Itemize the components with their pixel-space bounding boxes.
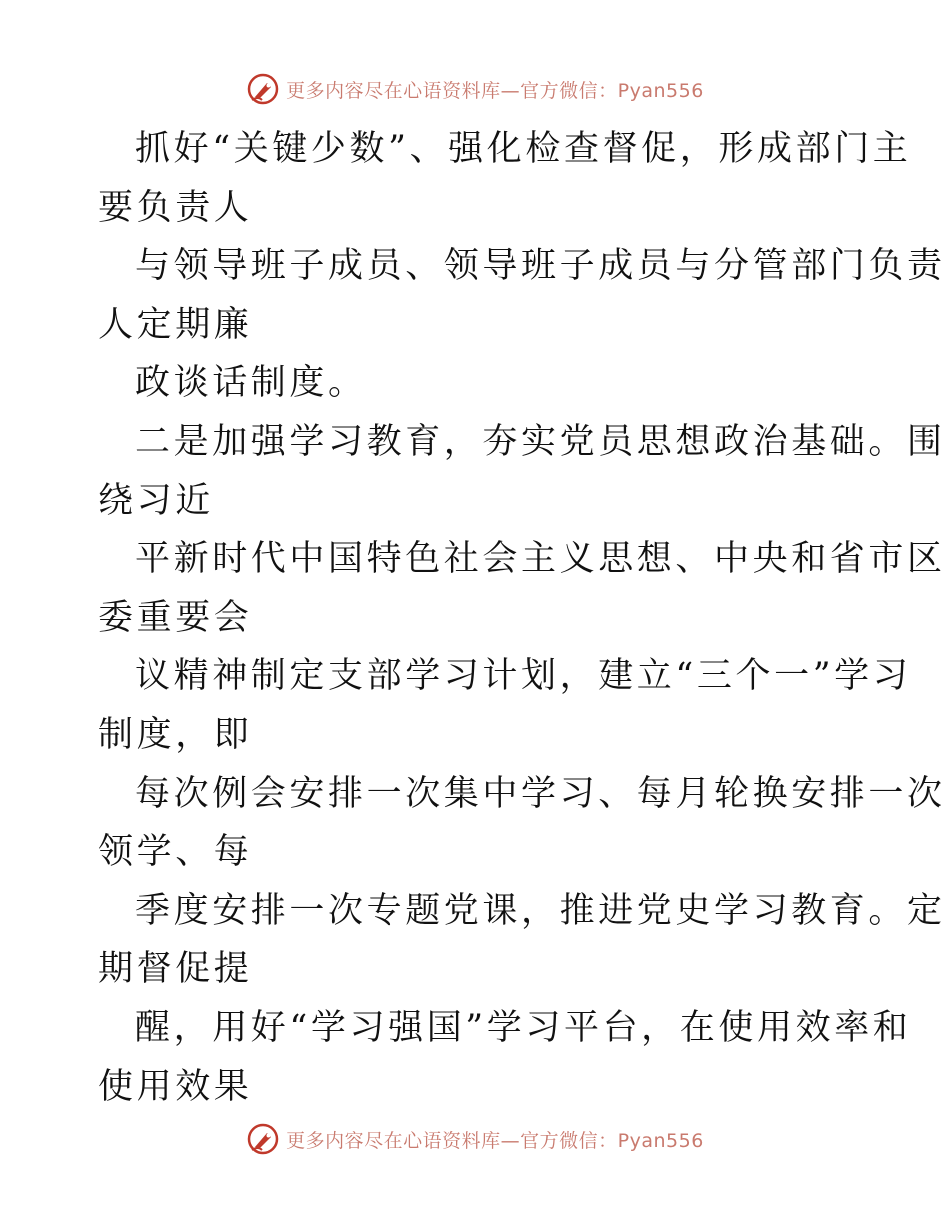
document-body xyxy=(98,120,946,1116)
body-text-line: 议精神制定支部学习计划，建立“三个一”学习 xyxy=(135,656,912,697)
body-text-line: 期督促提 xyxy=(98,949,253,990)
body-text-line: 季度安排一次专题党课，推进党史学习教育。定 xyxy=(135,890,946,931)
body-text-line: 绕习近 xyxy=(98,480,214,521)
body-text-line: 要负责人 xyxy=(98,187,253,228)
pen-nib-logo-icon xyxy=(246,72,280,106)
body-text-line: 二是加强学习教育，夯实党员思想政治基础。围 xyxy=(135,421,946,462)
body-text-line: 每次例会安排一次集中学习、每月轮换安排一次 xyxy=(135,773,946,814)
body-text-line: 人定期廉 xyxy=(98,304,253,345)
body-text-line: 政谈话制度。 xyxy=(135,363,367,404)
watermark-text: 更多内容尽在心语资料库—官方微信：Pyan556 xyxy=(286,79,704,102)
body-text-line: 委重要会 xyxy=(98,597,253,638)
body-text-line: 平新时代中国特色社会主义思想、中央和省市区 xyxy=(135,539,946,580)
body-text-line: 使用效果 xyxy=(98,1066,253,1107)
watermark-text: 更多内容尽在心语资料库—官方微信：Pyan556 xyxy=(286,1129,704,1152)
pen-nib-logo-icon xyxy=(246,1122,280,1156)
body-text-line: 制度，即 xyxy=(98,714,253,755)
body-text-line: 领学、每 xyxy=(98,832,253,873)
header-watermark xyxy=(0,72,950,106)
body-text-line: 与领导班子成员、领导班子成员与分管部门负责 xyxy=(135,246,946,287)
body-text-line: 抓好“关键少数”、强化检查督促，形成部门主 xyxy=(135,129,912,169)
footer-watermark xyxy=(0,1122,950,1156)
body-text-line: 醒，用好“学习强国”学习平台，在使用效率和 xyxy=(135,1007,912,1048)
